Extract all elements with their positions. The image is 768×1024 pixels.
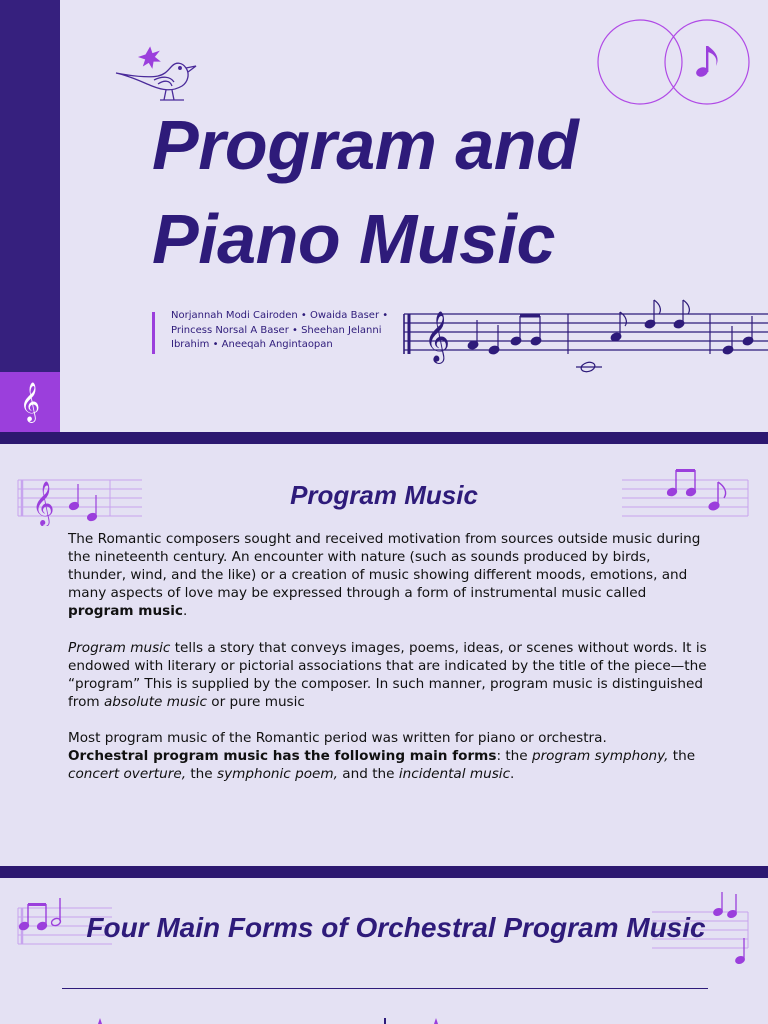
authors-list: Norjannah Modi Cairoden • Owaida Baser • Princess Norsal A Baser • Sheehan Jelanni Ibrahim • Aneeqah Angintaopan — [171, 310, 389, 350]
term-program-music: program music — [68, 603, 183, 619]
sparkle-icon — [426, 1016, 446, 1024]
svg-text:𝄞: 𝄞 — [424, 311, 451, 362]
program-music-heading: Program Music — [290, 480, 478, 510]
title-line-1: Program and — [152, 106, 579, 184]
title-line-2: Piano Music — [152, 200, 555, 278]
title-slide — [0, 0, 768, 432]
treble-clef-icon: 𝄞 — [0, 372, 60, 432]
slide-separator — [0, 866, 768, 878]
sparkle-icon — [90, 1016, 110, 1024]
music-staff-icon — [398, 296, 768, 376]
page-title — [152, 98, 752, 286]
slide-separator — [0, 432, 768, 444]
authors-accent — [152, 312, 155, 354]
paragraph-2: Program music tells a story that conveys images, poems, ideas, or scenes without words. It is endowed with literary or pictorial associations that are indicated by the title of the piece—the “program” This is supplied by the composer. In such manner, program music is distinguished from absolute music or pure music — [68, 640, 707, 710]
paragraph-3: Most program music of the Romantic period was written for piano or orchestra. Orchestral program music has the following main forms: the program symphony, the concert overture, the symphonic poem, and the incidental music. — [68, 730, 696, 782]
four-forms-heading: Four Main Forms of Orchestral Program Music — [86, 912, 706, 943]
paragraph-1: The Romantic composers sought and received motivation from sources outside music during the nineteenth century. An encounter with nature (such as sounds produced by birds, thunder, wind, and the like) or a creation of music showing different moods, emotions, and many aspects of love may be expressed through a form of instrumental music called program music. — [68, 531, 701, 619]
svg-text:𝄞: 𝄞 — [32, 481, 55, 525]
circles-note-icon — [592, 14, 756, 110]
heading-underline — [62, 988, 708, 989]
divider — [384, 1018, 386, 1024]
side-accent-bar — [0, 0, 60, 372]
